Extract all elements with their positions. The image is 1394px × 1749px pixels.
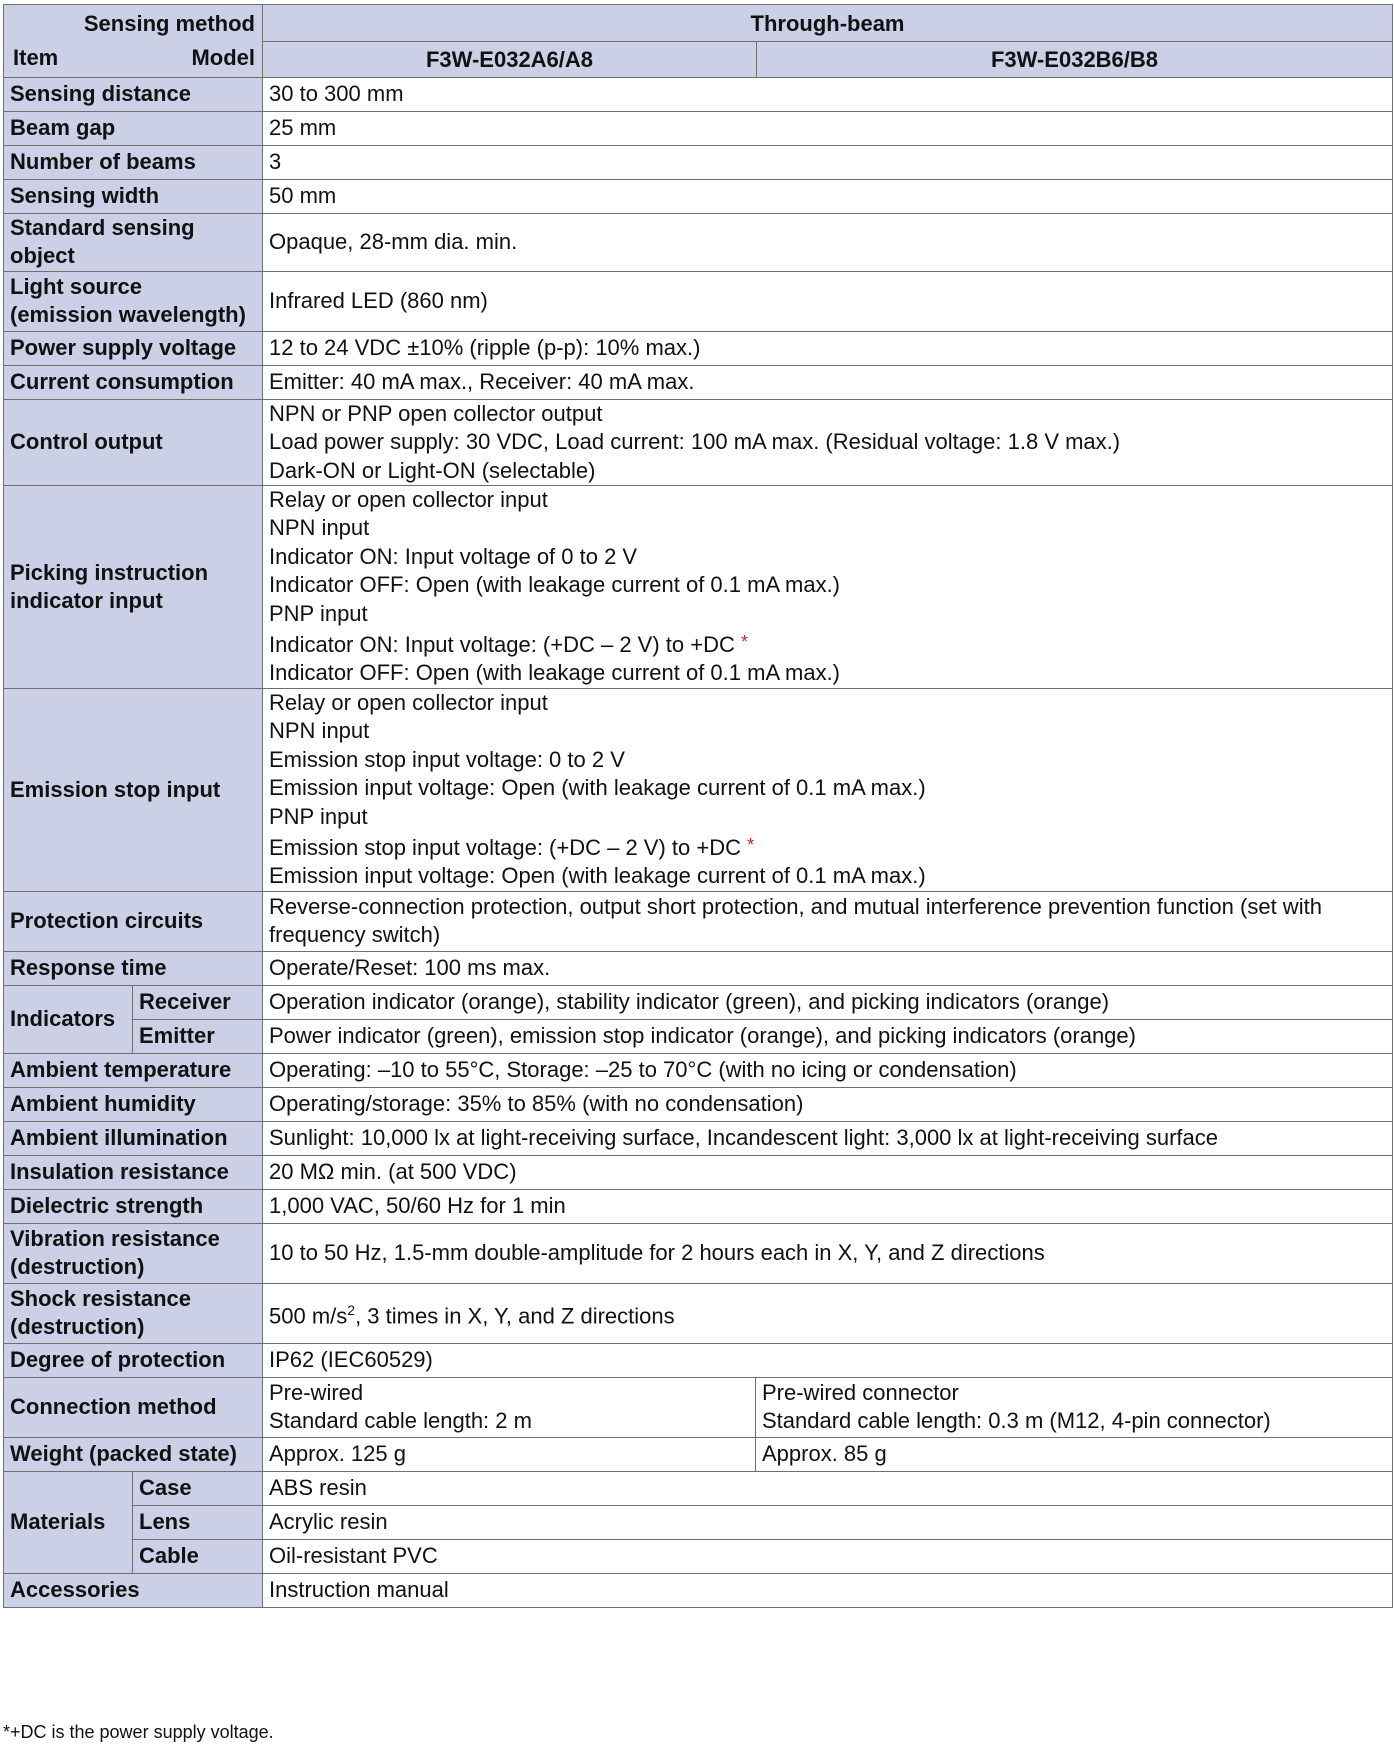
- row-label: Accessories: [4, 1573, 263, 1607]
- row-value: 20 MΩ min. (at 500 VDC): [263, 1155, 1393, 1189]
- model-b-label: F3W-E032B6/B8: [990, 46, 1159, 72]
- row-value: Infrared LED (860 nm): [263, 271, 1393, 331]
- row-label-line: Vibration resistance: [10, 1225, 220, 1251]
- row-label: Control output: [4, 399, 263, 485]
- table-row: [4, 365, 1393, 399]
- row-label: Weight (packed state): [4, 1437, 263, 1471]
- row-value: IP62 (IEC60529): [263, 1343, 1393, 1377]
- value-line: [269, 831, 1386, 862]
- value-line: Indicator ON: Input voltage of 0 to 2 V: [269, 543, 638, 569]
- value-line: Indicator OFF: Open (with leakage current of 0.1 mA max.): [269, 572, 841, 598]
- table-row: [4, 78, 1393, 112]
- table-row: [4, 1189, 1393, 1223]
- header-models-cell: [263, 5, 1393, 78]
- row-value: 12 to 24 VDC ±10% (ripple (p-p): 10% max.): [263, 331, 1393, 365]
- table-row: [4, 1019, 1393, 1053]
- model-a-label: F3W-E032A6/A8: [263, 42, 757, 77]
- row-value: 25 mm: [263, 112, 1393, 146]
- superscript: 2: [347, 1301, 356, 1318]
- row-label: Connection method: [4, 1377, 263, 1437]
- table-row: [4, 399, 1393, 485]
- table-row: [4, 214, 1393, 272]
- row-label: Sensing width: [4, 180, 263, 214]
- table-row: [4, 1053, 1393, 1087]
- row-value: Emitter: 40 mA max., Receiver: 40 mA max.: [263, 365, 1393, 399]
- sub-label: Case: [133, 1471, 263, 1505]
- sub-label: Emitter: [133, 1019, 263, 1053]
- row-label: [4, 486, 263, 689]
- row-label-line: (destruction): [10, 1254, 145, 1280]
- value-line: PNP input: [269, 600, 368, 626]
- value-line: [269, 628, 1386, 659]
- row-label: Ambient illumination: [4, 1121, 263, 1155]
- value-line: Relay or open collector input: [269, 689, 548, 715]
- row-value: Operate/Reset: 100 ms max.: [263, 951, 1393, 985]
- row-value: [263, 688, 1393, 891]
- row-value: Sunlight: 10,000 lx at light-receiving surface, Incandescent light: 3,000 lx at light-receiving surface: [263, 1121, 1393, 1155]
- row-label: Dielectric strength: [4, 1189, 263, 1223]
- row-label: Beam gap: [4, 112, 263, 146]
- row-label: [4, 1283, 263, 1343]
- table-row: [4, 1283, 1393, 1343]
- row-label: Number of beams: [4, 146, 263, 180]
- row-label: [4, 271, 263, 331]
- value-line: Relay or open collector input: [269, 487, 548, 513]
- row-label: Indicators: [4, 985, 133, 1053]
- row-label-line: Light source: [10, 273, 143, 299]
- row-label: Protection circuits: [4, 891, 263, 951]
- table-row: [4, 486, 1393, 689]
- table-row: [4, 180, 1393, 214]
- row-label-line: (destruction): [10, 1314, 145, 1340]
- row-value: [263, 1283, 1393, 1343]
- model-names: [263, 42, 1392, 77]
- value-line: Dark-ON or Light-ON (selectable): [269, 457, 596, 483]
- table-row: [4, 1505, 1393, 1539]
- row-value: ABS resin: [263, 1471, 1393, 1505]
- value-line: Pre-wired: [269, 1379, 364, 1405]
- table-row: [4, 1437, 1393, 1471]
- row-label: Power supply voltage: [4, 331, 263, 365]
- row-label: Ambient humidity: [4, 1087, 263, 1121]
- value-line: PNP input: [269, 803, 368, 829]
- table-row: [4, 1223, 1393, 1283]
- row-label: Sensing distance: [4, 78, 263, 112]
- value-line: Load power supply: 30 VDC, Load current: 100 mA max. (Residual voltage: 1.8 V max.): [269, 429, 1121, 455]
- row-value-model-a: [263, 1377, 756, 1437]
- footnote-asterisk: *: [741, 632, 749, 653]
- row-value: [263, 399, 1393, 485]
- row-value: Acrylic resin: [263, 1505, 1393, 1539]
- value-text: , 3 times in X, Y, and Z directions: [355, 1303, 675, 1329]
- sub-label: Lens: [133, 1505, 263, 1539]
- footnote: *+DC is the power supply voltage.: [3, 1722, 274, 1742]
- table-row: [4, 1377, 1393, 1437]
- row-value: Power indicator (green), emission stop indicator (orange), and picking indicators (orange): [263, 1019, 1393, 1053]
- value-line: Indicator OFF: Open (with leakage current of 0.1 mA max.): [269, 660, 841, 686]
- header-corner-cell: [4, 5, 263, 78]
- row-label-line: indicator input: [10, 587, 163, 613]
- table-row: [4, 1087, 1393, 1121]
- row-value: Reverse-connection protection, output short protection, and mutual interference prevention function (set with frequency switch): [263, 891, 1393, 951]
- sub-label: Cable: [133, 1539, 263, 1573]
- value-line: Standard cable length: 0.3 m (M12, 4-pin connector): [762, 1408, 1271, 1434]
- header-row: [4, 5, 1393, 78]
- row-value: [263, 486, 1393, 689]
- row-value: Operation indicator (orange), stability indicator (green), and picking indicators (orange): [263, 985, 1393, 1019]
- row-label: [4, 1223, 263, 1283]
- through-beam-label: Through-beam: [263, 6, 1392, 42]
- row-label: Response time: [4, 951, 263, 985]
- table-row: [4, 146, 1393, 180]
- row-value-model-b: Approx. 85 g: [756, 1437, 1393, 1471]
- sensing-method-label: Sensing method: [83, 11, 255, 36]
- value-line: Pre-wired connector: [762, 1379, 959, 1405]
- table-row: [4, 1471, 1393, 1505]
- value-line: Emission stop input voltage: 0 to 2 V: [269, 746, 625, 772]
- row-label-line: Picking instruction: [10, 559, 209, 585]
- value-line: Emission input voltage: Open (with leakage current of 0.1 mA max.): [269, 775, 926, 801]
- value-line: Standard cable length: 2 m: [269, 1408, 532, 1434]
- sub-label: Receiver: [133, 985, 263, 1019]
- row-label: Insulation resistance: [4, 1155, 263, 1189]
- row-label: Emission stop input: [4, 688, 263, 891]
- table-row: [4, 951, 1393, 985]
- value-text: 500 m/s: [269, 1303, 348, 1329]
- row-label: Current consumption: [4, 365, 263, 399]
- table-row: [4, 1121, 1393, 1155]
- row-value: Opaque, 28-mm dia. min.: [263, 214, 1393, 272]
- row-value: 3: [263, 146, 1393, 180]
- table-row: [4, 112, 1393, 146]
- value-line: NPN input: [269, 718, 370, 744]
- table-row: [4, 331, 1393, 365]
- table-row: [4, 1155, 1393, 1189]
- row-value: Instruction manual: [263, 1573, 1393, 1607]
- row-label: Standard sensing object: [4, 214, 263, 272]
- row-label: Materials: [4, 1471, 133, 1573]
- value-line: NPN input: [269, 515, 370, 541]
- table-row: [4, 1573, 1393, 1607]
- value-text: Emission stop input voltage: (+DC – 2 V) to +DC: [269, 834, 741, 860]
- row-value-model-a: Approx. 125 g: [263, 1437, 756, 1471]
- table-row: [4, 271, 1393, 331]
- table-row: [4, 688, 1393, 891]
- value-line: NPN or PNP open collector output: [269, 400, 603, 426]
- row-value: 30 to 300 mm: [263, 78, 1393, 112]
- footnote-asterisk: *: [747, 834, 755, 855]
- row-value: Operating/storage: 35% to 85% (with no condensation): [263, 1087, 1393, 1121]
- table-row: [4, 891, 1393, 951]
- row-value: 10 to 50 Hz, 1.5-mm double-amplitude for 2 hours each in X, Y, and Z directions: [263, 1223, 1393, 1283]
- row-label-line: (emission wavelength): [10, 302, 246, 328]
- model-label: Model: [191, 44, 255, 70]
- row-value: 50 mm: [263, 180, 1393, 214]
- value-line: Emission input voltage: Open (with leakage current of 0.1 mA max.): [269, 863, 926, 889]
- row-value-model-b: [756, 1377, 1393, 1437]
- table-row: [4, 1343, 1393, 1377]
- row-value: Operating: –10 to 55°C, Storage: –25 to 70°C (with no icing or condensation): [263, 1053, 1393, 1087]
- row-label-line: Shock resistance: [10, 1285, 191, 1311]
- spec-table: [3, 4, 1393, 1608]
- table-row: [4, 985, 1393, 1019]
- item-label: Item: [13, 44, 59, 70]
- row-value: Oil-resistant PVC: [263, 1539, 1393, 1573]
- row-value: 1,000 VAC, 50/60 Hz for 1 min: [263, 1189, 1393, 1223]
- value-text: Indicator ON: Input voltage: (+DC – 2 V) to +DC: [269, 632, 735, 658]
- table-row: [4, 1539, 1393, 1573]
- row-label: Degree of protection: [4, 1343, 263, 1377]
- row-label: Ambient temperature: [4, 1053, 263, 1087]
